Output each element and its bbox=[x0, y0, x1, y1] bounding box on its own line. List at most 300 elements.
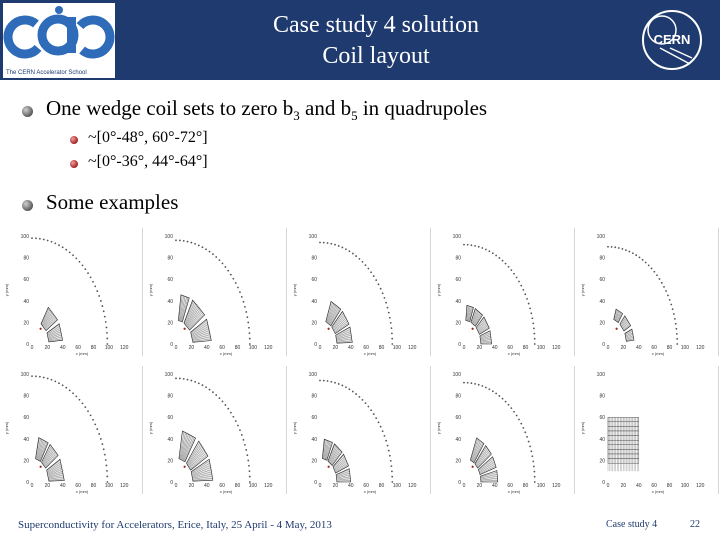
aperture-marker bbox=[478, 384, 480, 386]
aperture-marker bbox=[524, 431, 526, 433]
aperture-marker bbox=[319, 380, 321, 382]
x-tick-label: 20 bbox=[476, 345, 483, 351]
aperture-marker bbox=[106, 332, 108, 334]
y-axis-label: y (mm) bbox=[436, 283, 441, 297]
aperture-marker bbox=[232, 416, 234, 418]
aperture-marker bbox=[663, 286, 665, 288]
aperture-marker bbox=[106, 470, 108, 472]
aperture-marker bbox=[529, 307, 531, 309]
y-tick-label: 60 bbox=[23, 277, 29, 284]
aperture-marker bbox=[495, 393, 497, 395]
plot-content bbox=[580, 234, 705, 356]
y-axis-label: y (mm) bbox=[4, 283, 9, 297]
aperture-marker bbox=[675, 323, 677, 325]
aperture-marker bbox=[106, 476, 108, 478]
bullet-sub-2: ~[0°-36°, 44°-64°] bbox=[88, 153, 208, 170]
y-tick-label: 60 bbox=[167, 415, 173, 422]
x-tick-label: 60 bbox=[651, 483, 657, 489]
aperture-marker bbox=[639, 256, 641, 258]
aperture-marker bbox=[319, 242, 321, 244]
y-tick-label: 80 bbox=[455, 393, 461, 400]
aperture-marker bbox=[642, 259, 644, 261]
x-tick-label: 20 bbox=[620, 345, 627, 351]
aperture-marker bbox=[391, 332, 393, 334]
x-tick-label: 0 bbox=[606, 483, 610, 489]
aperture-marker bbox=[96, 428, 98, 430]
aperture-marker bbox=[205, 248, 207, 250]
aperture-marker bbox=[82, 402, 84, 404]
x-tick-label: 40 bbox=[203, 483, 210, 489]
title-line-2: Coil layout bbox=[322, 43, 430, 69]
x-tick-label: 100 bbox=[104, 345, 114, 351]
x-tick-label: 60 bbox=[75, 345, 81, 351]
y-tick-label: 100 bbox=[596, 234, 605, 240]
aperture-marker bbox=[661, 282, 663, 284]
x-tick-label: 120 bbox=[120, 345, 129, 351]
x-tick-label: 80 bbox=[378, 345, 385, 351]
coil-plot-9 bbox=[434, 366, 575, 494]
aperture-marker bbox=[338, 245, 340, 247]
aperture-marker bbox=[651, 268, 653, 270]
coil-examples-grid bbox=[0, 228, 720, 496]
x-tick-label: 20 bbox=[188, 345, 195, 351]
aperture-marker bbox=[387, 307, 389, 309]
x-axis-label: x (mm) bbox=[363, 351, 377, 356]
x-tick-label: 120 bbox=[552, 483, 561, 489]
x-tick-label: 20 bbox=[476, 483, 483, 489]
x-tick-label: 0 bbox=[174, 483, 178, 489]
aperture-marker bbox=[179, 240, 181, 242]
aperture-marker bbox=[481, 385, 483, 387]
aperture-marker bbox=[526, 298, 528, 300]
footer-page-number: 22 bbox=[690, 519, 700, 530]
aperture-marker bbox=[39, 238, 41, 240]
aperture-marker bbox=[495, 255, 497, 257]
coil-plot-3 bbox=[290, 228, 431, 356]
aperture-marker bbox=[202, 384, 204, 386]
y-tick-label: 80 bbox=[311, 255, 317, 262]
aperture-marker bbox=[327, 380, 329, 382]
aperture-marker bbox=[72, 254, 74, 256]
aperture-marker bbox=[522, 427, 524, 429]
aperture-marker bbox=[222, 263, 224, 265]
aperture-marker bbox=[385, 302, 387, 304]
aperture-marker bbox=[232, 278, 234, 280]
aperture-marker bbox=[614, 246, 616, 248]
aperture-marker bbox=[365, 264, 367, 266]
aperture-marker bbox=[330, 381, 332, 383]
x-tick-label: 0 bbox=[30, 345, 34, 351]
field-marker bbox=[616, 328, 618, 330]
x-tick-label: 0 bbox=[606, 345, 610, 351]
cern-logo-text: CERN bbox=[653, 32, 691, 47]
aperture-marker bbox=[648, 264, 650, 266]
aperture-marker bbox=[508, 404, 510, 406]
x-tick-label: 0 bbox=[462, 483, 466, 489]
aperture-marker bbox=[524, 293, 526, 295]
aperture-marker bbox=[212, 391, 214, 393]
aperture-marker bbox=[31, 375, 33, 377]
x-tick-label: 80 bbox=[522, 345, 529, 351]
coil-plot-5 bbox=[578, 228, 719, 356]
y-tick-label: 20 bbox=[311, 458, 317, 465]
aperture-marker bbox=[104, 316, 106, 318]
x-axis-label: x (mm) bbox=[507, 351, 521, 356]
aperture-marker bbox=[106, 481, 108, 483]
x-tick-label: 120 bbox=[552, 345, 561, 351]
aperture-marker bbox=[94, 423, 96, 425]
aperture-marker bbox=[84, 406, 86, 408]
y-tick-label: 20 bbox=[455, 320, 461, 327]
x-tick-label: 80 bbox=[234, 345, 241, 351]
y-axis-label: y (mm) bbox=[148, 283, 153, 297]
aperture-marker bbox=[382, 430, 384, 432]
y-tick-label: 100 bbox=[164, 234, 173, 240]
aperture-marker bbox=[520, 285, 522, 287]
aperture-marker bbox=[58, 244, 60, 246]
aperture-marker bbox=[244, 444, 246, 446]
aperture-marker bbox=[390, 460, 392, 462]
aperture-marker bbox=[675, 328, 677, 330]
aperture-marker bbox=[463, 382, 465, 384]
aperture-marker bbox=[513, 411, 515, 413]
aperture-marker bbox=[35, 375, 37, 377]
x-tick-label: 100 bbox=[536, 345, 546, 351]
aperture-marker bbox=[90, 414, 92, 416]
aperture-marker bbox=[98, 295, 100, 297]
aperture-marker bbox=[522, 289, 524, 291]
x-tick-label: 40 bbox=[203, 345, 210, 351]
aperture-marker bbox=[498, 257, 500, 259]
aperture-marker bbox=[667, 295, 669, 297]
x-tick-label: 60 bbox=[363, 483, 369, 489]
aperture-marker bbox=[367, 406, 369, 408]
y-tick-label: 100 bbox=[164, 372, 173, 378]
aperture-marker bbox=[219, 397, 221, 399]
aperture-marker bbox=[246, 316, 248, 318]
y-tick-label: 20 bbox=[23, 458, 29, 465]
aperture-marker bbox=[533, 466, 535, 468]
y-tick-label: 0 bbox=[458, 342, 461, 348]
aperture-marker bbox=[526, 436, 528, 438]
x-tick-label: 120 bbox=[696, 345, 705, 351]
aperture-marker bbox=[611, 246, 613, 248]
aperture-marker bbox=[330, 243, 332, 245]
aperture-marker bbox=[194, 243, 196, 245]
aperture-marker bbox=[96, 290, 98, 292]
aperture-marker bbox=[72, 392, 74, 394]
aperture-marker bbox=[467, 244, 469, 246]
aperture-marker bbox=[391, 343, 393, 345]
x-tick-label: 40 bbox=[635, 345, 642, 351]
aperture-marker bbox=[65, 249, 67, 251]
aperture-marker bbox=[391, 476, 393, 478]
field-marker bbox=[472, 328, 474, 330]
aperture-marker bbox=[106, 338, 108, 340]
x-tick-label: 20 bbox=[44, 345, 51, 351]
aperture-marker bbox=[385, 440, 387, 442]
aperture-marker bbox=[676, 338, 678, 340]
aperture-marker bbox=[327, 242, 329, 244]
y-tick-label: 100 bbox=[308, 234, 317, 240]
plot-content bbox=[436, 234, 561, 356]
bullet-sub-1: ~[0°-48°, 60°-72°] bbox=[88, 129, 208, 146]
y-tick-label: 60 bbox=[23, 415, 29, 422]
aperture-marker bbox=[618, 247, 620, 249]
x-tick-label: 120 bbox=[696, 483, 705, 489]
aperture-marker bbox=[534, 343, 536, 345]
aperture-marker bbox=[248, 465, 250, 467]
aperture-marker bbox=[518, 281, 520, 283]
aperture-marker bbox=[62, 246, 64, 248]
x-tick-label: 20 bbox=[44, 483, 51, 489]
cas-logo-icon bbox=[3, 3, 115, 65]
y-tick-label: 80 bbox=[23, 255, 29, 262]
aperture-marker bbox=[492, 390, 494, 392]
x-tick-label: 40 bbox=[491, 345, 498, 351]
aperture-marker bbox=[621, 248, 623, 250]
aperture-marker bbox=[532, 322, 534, 324]
x-tick-label: 60 bbox=[363, 345, 369, 351]
aperture-marker bbox=[334, 244, 336, 246]
aperture-marker bbox=[245, 311, 247, 313]
aperture-marker bbox=[101, 443, 103, 445]
aperture-marker bbox=[531, 455, 533, 457]
aperture-marker bbox=[209, 251, 211, 253]
field-marker bbox=[184, 328, 186, 330]
bullet-main-1: One wedge coil sets to zero $b_3$ and $b_5$ in quadrupoles bbox=[46, 96, 488, 124]
x-tick-label: 60 bbox=[507, 483, 513, 489]
aperture-marker bbox=[530, 450, 532, 452]
aperture-marker bbox=[391, 327, 393, 329]
aperture-marker bbox=[247, 322, 249, 324]
field-marker bbox=[184, 466, 186, 468]
aperture-marker bbox=[47, 240, 49, 242]
coil-plot-7 bbox=[146, 366, 287, 494]
x-tick-label: 120 bbox=[408, 345, 417, 351]
aperture-marker bbox=[243, 439, 245, 441]
aperture-marker bbox=[100, 438, 102, 440]
aperture-marker bbox=[230, 274, 232, 276]
aperture-marker bbox=[672, 308, 674, 310]
x-axis-label: x (mm) bbox=[75, 351, 89, 356]
coil-plot-1 bbox=[2, 228, 143, 356]
aperture-marker bbox=[43, 377, 45, 379]
aperture-marker bbox=[352, 253, 354, 255]
aperture-marker bbox=[505, 401, 507, 403]
aperture-marker bbox=[69, 389, 71, 391]
aperture-marker bbox=[35, 237, 37, 239]
aperture-marker bbox=[635, 254, 637, 256]
aperture-marker bbox=[533, 328, 535, 330]
x-tick-label: 100 bbox=[680, 483, 690, 489]
x-tick-label: 100 bbox=[392, 345, 402, 351]
aperture-marker bbox=[362, 261, 364, 263]
bullet-main-2: Some examples bbox=[46, 190, 179, 214]
aperture-marker bbox=[653, 271, 655, 273]
aperture-marker bbox=[656, 274, 658, 276]
aperture-marker bbox=[69, 251, 71, 253]
aperture-marker bbox=[665, 290, 667, 292]
cas-logo-caption: The CERN Accelerator School bbox=[6, 70, 87, 76]
slide-title bbox=[200, 10, 552, 72]
aperture-marker bbox=[676, 333, 678, 335]
aperture-marker bbox=[508, 266, 510, 268]
aperture-marker bbox=[358, 258, 360, 260]
aperture-marker bbox=[529, 445, 531, 447]
coil-plot-8 bbox=[290, 366, 431, 494]
y-tick-label: 100 bbox=[596, 372, 605, 378]
plot-content bbox=[292, 234, 417, 356]
x-tick-label: 60 bbox=[219, 483, 225, 489]
cas-logo bbox=[3, 3, 115, 78]
aperture-marker bbox=[391, 338, 393, 340]
field-marker bbox=[328, 328, 330, 330]
aperture-marker bbox=[534, 338, 536, 340]
aperture-marker bbox=[485, 387, 487, 389]
aperture-marker bbox=[244, 306, 246, 308]
y-tick-label: 60 bbox=[311, 415, 317, 422]
x-tick-label: 40 bbox=[59, 483, 66, 489]
y-tick-label: 60 bbox=[455, 415, 461, 422]
aperture-marker bbox=[384, 297, 386, 299]
y-axis-label: y (mm) bbox=[148, 421, 153, 435]
aperture-marker bbox=[659, 278, 661, 280]
y-axis-label: y (mm) bbox=[292, 421, 297, 435]
aperture-marker bbox=[341, 247, 343, 249]
aperture-marker bbox=[98, 433, 100, 435]
y-tick-label: 80 bbox=[599, 393, 605, 400]
x-axis-label: x (mm) bbox=[219, 489, 233, 494]
y-tick-label: 0 bbox=[314, 480, 317, 486]
aperture-marker bbox=[673, 313, 675, 315]
aperture-marker bbox=[380, 426, 382, 428]
x-axis-label: x (mm) bbox=[651, 489, 665, 494]
aperture-marker bbox=[492, 252, 494, 254]
field-marker bbox=[40, 328, 42, 330]
aperture-marker bbox=[375, 279, 377, 281]
aperture-marker bbox=[370, 271, 372, 273]
aperture-marker bbox=[249, 470, 251, 472]
y-tick-label: 60 bbox=[599, 277, 605, 284]
x-tick-label: 40 bbox=[635, 483, 642, 489]
x-axis-label: x (mm) bbox=[507, 489, 521, 494]
aperture-marker bbox=[674, 318, 676, 320]
y-axis-label: y (mm) bbox=[580, 421, 585, 435]
aperture-marker bbox=[513, 273, 515, 275]
x-tick-label: 80 bbox=[234, 483, 241, 489]
y-tick-label: 40 bbox=[599, 298, 605, 305]
y-tick-label: 40 bbox=[167, 436, 173, 443]
aperture-marker bbox=[467, 382, 469, 384]
aperture-marker bbox=[531, 317, 533, 319]
aperture-marker bbox=[92, 281, 94, 283]
aperture-marker bbox=[79, 261, 81, 263]
aperture-marker bbox=[367, 268, 369, 270]
y-tick-label: 20 bbox=[23, 320, 29, 327]
aperture-marker bbox=[388, 450, 390, 452]
aperture-marker bbox=[198, 382, 200, 384]
aperture-marker bbox=[378, 283, 380, 285]
y-tick-label: 0 bbox=[170, 342, 173, 348]
aperture-marker bbox=[349, 250, 351, 252]
aperture-marker bbox=[341, 385, 343, 387]
x-tick-label: 120 bbox=[408, 483, 417, 489]
y-tick-label: 100 bbox=[308, 372, 317, 378]
aperture-marker bbox=[370, 409, 372, 411]
aperture-marker bbox=[183, 240, 185, 242]
y-tick-label: 20 bbox=[167, 320, 173, 327]
aperture-marker bbox=[338, 383, 340, 385]
aperture-marker bbox=[382, 292, 384, 294]
aperture-marker bbox=[391, 470, 393, 472]
aperture-marker bbox=[628, 251, 630, 253]
aperture-marker bbox=[502, 398, 504, 400]
y-tick-label: 100 bbox=[20, 372, 29, 378]
x-tick-label: 40 bbox=[347, 345, 354, 351]
y-tick-label: 80 bbox=[599, 255, 605, 262]
aperture-marker bbox=[82, 264, 84, 266]
x-tick-label: 20 bbox=[332, 345, 339, 351]
aperture-marker bbox=[54, 380, 56, 382]
aperture-marker bbox=[249, 338, 251, 340]
aperture-marker bbox=[358, 396, 360, 398]
aperture-marker bbox=[533, 333, 535, 335]
aperture-marker bbox=[345, 386, 347, 388]
x-tick-label: 100 bbox=[248, 483, 258, 489]
plot-content bbox=[292, 372, 417, 494]
aperture-marker bbox=[190, 380, 192, 382]
aperture-marker bbox=[389, 317, 391, 319]
y-tick-label: 100 bbox=[452, 372, 461, 378]
aperture-marker bbox=[92, 419, 94, 421]
x-tick-label: 40 bbox=[491, 483, 498, 489]
bullet-dot-icon bbox=[22, 200, 33, 211]
field-marker bbox=[328, 466, 330, 468]
field-marker bbox=[40, 466, 42, 468]
aperture-marker bbox=[225, 266, 227, 268]
y-tick-label: 100 bbox=[452, 234, 461, 240]
aperture-marker bbox=[235, 420, 237, 422]
x-tick-label: 20 bbox=[332, 483, 339, 489]
aperture-marker bbox=[345, 248, 347, 250]
x-tick-label: 80 bbox=[522, 483, 529, 489]
cern-logo-icon bbox=[640, 8, 704, 72]
x-tick-label: 60 bbox=[75, 483, 81, 489]
y-tick-label: 80 bbox=[23, 393, 29, 400]
y-tick-label: 80 bbox=[167, 255, 173, 262]
aperture-marker bbox=[528, 303, 530, 305]
aperture-marker bbox=[215, 256, 217, 258]
aperture-marker bbox=[90, 276, 92, 278]
aperture-marker bbox=[510, 269, 512, 271]
aperture-marker bbox=[474, 245, 476, 247]
y-axis-label: y (mm) bbox=[580, 283, 585, 297]
plot-content bbox=[148, 372, 273, 494]
aperture-marker bbox=[190, 242, 192, 244]
aperture-marker bbox=[106, 465, 108, 467]
x-tick-label: 120 bbox=[264, 483, 273, 489]
x-tick-label: 100 bbox=[248, 345, 258, 351]
x-tick-label: 80 bbox=[378, 483, 385, 489]
aperture-marker bbox=[105, 459, 107, 461]
aperture-marker bbox=[104, 454, 106, 456]
aperture-marker bbox=[349, 388, 351, 390]
coil-plot-10 bbox=[578, 366, 719, 494]
aperture-marker bbox=[470, 244, 472, 246]
aperture-marker bbox=[209, 389, 211, 391]
x-tick-label: 100 bbox=[392, 483, 402, 489]
